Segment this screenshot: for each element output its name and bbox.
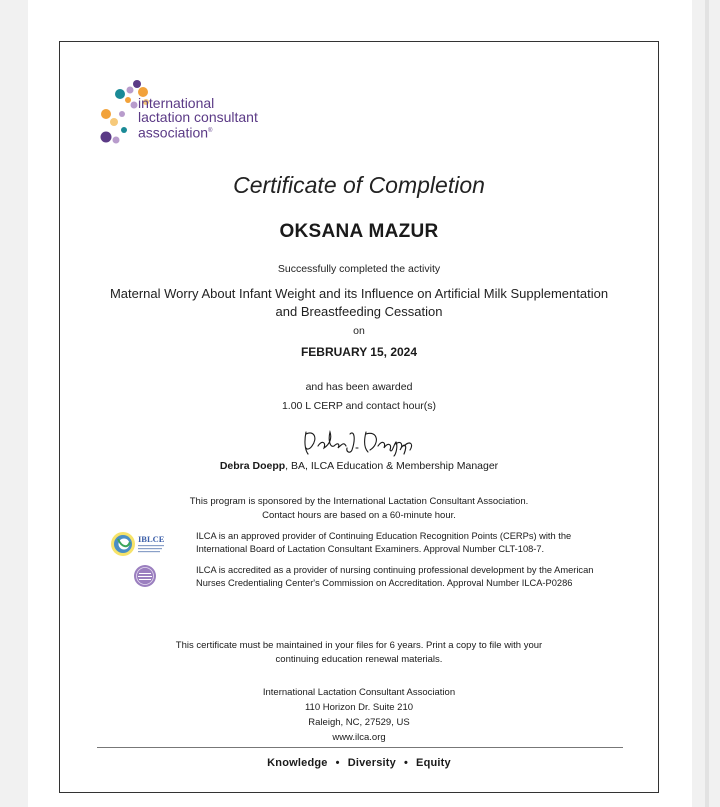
activity-line-2: and Breastfeeding Cessation bbox=[275, 304, 443, 319]
provider-ancc-text bbox=[196, 564, 636, 590]
org-address bbox=[60, 685, 658, 745]
iblce-badge-label: IBLCE bbox=[138, 534, 165, 544]
sponsor-line-1: This program is sponsored by the International Lactation Consultant Association. bbox=[189, 496, 529, 507]
retention-notice bbox=[60, 639, 658, 667]
motto-knowledge: Knowledge bbox=[267, 757, 328, 769]
completion-date: FEBRUARY 15, 2024 bbox=[300, 345, 418, 359]
retention-line-1: This certificate must be maintained in your files for 6 years. Print a copy to file with your bbox=[175, 640, 543, 651]
registered-mark: ® bbox=[208, 128, 213, 134]
logo-line-2: lactation consultant bbox=[138, 109, 258, 125]
activity-line-1: Maternal Worry About Infant Weight and its Influence on Artificial Milk Supplementation bbox=[109, 286, 609, 301]
retention-line-2: continuing education renewal materials. bbox=[275, 654, 443, 665]
activity-title bbox=[60, 285, 658, 321]
motto bbox=[60, 757, 658, 769]
sponsor-line-2: Contact hours are based on a 60-minute hour. bbox=[262, 510, 456, 521]
scrollbar[interactable] bbox=[705, 0, 709, 807]
on-text: on bbox=[353, 325, 365, 337]
motto-equity: Equity bbox=[416, 757, 451, 769]
address-city: Raleigh, NC, 27529, US bbox=[308, 717, 410, 728]
provider-ancc-line-1: ILCA is accredited as a provider of nursing continuing professional development by the American bbox=[196, 565, 594, 575]
recipient-name: OKSANA MAZUR bbox=[279, 221, 439, 242]
logo-line-1: international bbox=[138, 95, 215, 111]
ancc-seal-icon bbox=[108, 564, 170, 590]
logo-line-3: association® bbox=[138, 124, 213, 141]
motto-separator-1: • bbox=[335, 757, 340, 769]
address-org: International Lactation Consultant Association bbox=[262, 687, 456, 698]
logo-wordmark bbox=[138, 96, 258, 140]
signer-name: Debra Doepp bbox=[219, 460, 286, 472]
provider-iblce-line-1: ILCA is an approved provider of Continuing Education Recognition Points (CERPs) with the bbox=[196, 531, 572, 541]
certificate bbox=[59, 41, 659, 793]
motto-separator-2: • bbox=[403, 757, 409, 769]
provider-ancc-line-2: Nurses Credentialing Center's Commission on Accreditation. Approval Number ILCA-P0286 bbox=[196, 578, 573, 588]
credits-text: 1.00 L CERP and contact hour(s) bbox=[281, 400, 437, 412]
certificate-title: Certificate of Completion bbox=[233, 172, 485, 198]
address-web: www.ilca.org bbox=[332, 732, 386, 743]
ilca-logo bbox=[98, 64, 298, 144]
signature-image bbox=[300, 424, 420, 458]
address-street: 110 Horizon Dr. Suite 210 bbox=[304, 702, 414, 713]
motto-diversity: Diversity bbox=[347, 757, 396, 769]
provider-iblce-line-2: International Board of Lactation Consultant Examiners. Approval Number CLT-108-7. bbox=[196, 544, 545, 554]
iblce-badge-icon bbox=[108, 530, 170, 560]
awarded-text: and has been awarded bbox=[305, 381, 413, 393]
sponsor-notice bbox=[60, 495, 658, 523]
provider-iblce-text bbox=[196, 530, 636, 556]
footer-divider bbox=[97, 747, 623, 748]
signer-title: , BA, ILCA Education & Membership Manager bbox=[285, 460, 499, 472]
completed-text: Successfully completed the activity bbox=[277, 263, 441, 275]
signer-line bbox=[60, 460, 658, 472]
